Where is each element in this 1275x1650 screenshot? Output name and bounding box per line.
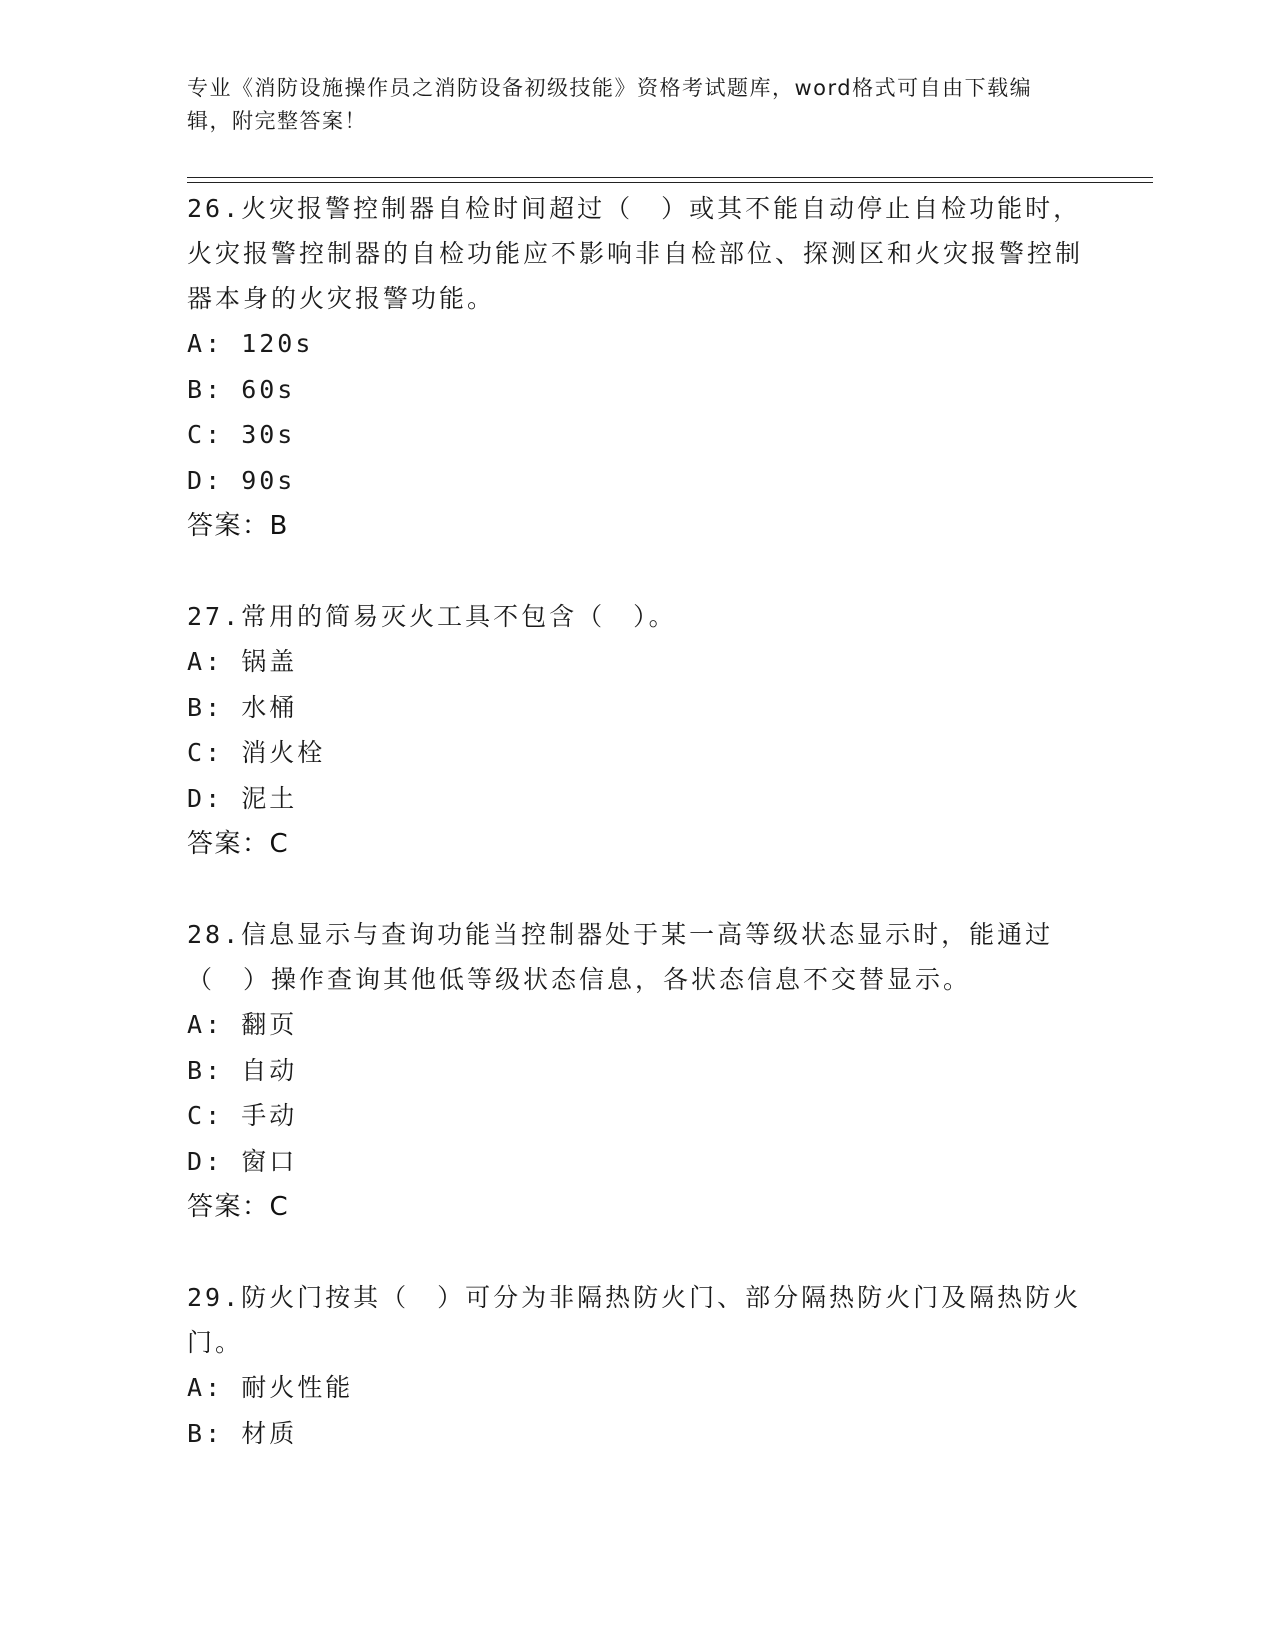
option-text: 耐火性能: [241, 1373, 354, 1402]
question-stem: 29.防火门按其（ ）可分为非隔热防火门、部分隔热防火门及隔热防火门。: [187, 1283, 1082, 1357]
option-letter: B: [187, 1055, 206, 1085]
question-stem: 27.常用的简易灭火工具不包含（ ）。: [187, 602, 677, 631]
option-letter: A: [187, 1010, 206, 1039]
option-text: 锅盖: [241, 647, 298, 676]
option-d: [187, 458, 1087, 504]
option-separator: :: [205, 1101, 224, 1130]
option-text: 90s: [241, 465, 296, 495]
option-c: [187, 1093, 1087, 1139]
option-b: [187, 367, 1087, 413]
option-separator: :: [205, 1010, 224, 1039]
answer-line: 答案：B: [187, 511, 289, 541]
option-letter: A: [187, 647, 206, 676]
option-separator: :: [205, 1373, 224, 1402]
option-letter: C: [187, 738, 206, 767]
option-b: [187, 1411, 1087, 1457]
option-letter: C: [187, 1101, 206, 1130]
option-text: 材质: [241, 1418, 298, 1448]
question-spacer: [187, 867, 1087, 912]
option-letter: D: [187, 783, 206, 813]
option-separator: :: [205, 374, 224, 404]
option-separator: :: [205, 1055, 224, 1085]
option-text: 窗口: [241, 1146, 298, 1176]
option-separator: :: [205, 783, 224, 813]
option-separator: :: [205, 647, 224, 676]
option-a: [187, 321, 1087, 367]
question-spacer: [187, 549, 1087, 594]
option-letter: A: [187, 1373, 206, 1402]
option-b: [187, 1048, 1087, 1094]
option-text: 自动: [241, 1055, 298, 1085]
option-text: 手动: [241, 1101, 298, 1130]
question-27: [187, 594, 1087, 867]
option-c: [187, 730, 1087, 776]
header-rule-bottom: [187, 182, 1153, 183]
option-separator: :: [205, 465, 224, 495]
answer-line: 答案：C: [187, 1192, 290, 1222]
option-letter: B: [187, 692, 206, 722]
option-letter: D: [187, 1146, 206, 1176]
option-b: [187, 685, 1087, 731]
option-text: 60s: [241, 374, 296, 404]
option-a: [187, 1002, 1087, 1048]
option-separator: :: [205, 1418, 224, 1448]
answer-line: 答案：C: [187, 829, 290, 859]
option-d: [187, 1139, 1087, 1185]
option-separator: :: [205, 1146, 224, 1176]
option-separator: :: [205, 738, 224, 767]
option-text: 泥土: [241, 783, 298, 813]
option-letter: B: [187, 374, 206, 404]
option-letter: A: [187, 329, 206, 358]
option-c: [187, 412, 1087, 458]
option-d: [187, 776, 1087, 822]
option-text: 30s: [241, 420, 296, 449]
option-separator: :: [205, 329, 224, 358]
option-text: 消火栓: [241, 738, 326, 767]
question-28: [187, 912, 1087, 1230]
option-text: 120s: [241, 329, 314, 358]
option-text: 翻页: [241, 1010, 298, 1039]
question-spacer: [187, 1230, 1087, 1275]
option-a: [187, 1365, 1087, 1411]
option-separator: :: [205, 692, 224, 722]
question-29: [187, 1275, 1087, 1456]
document-header: 专业《消防设施操作员之消防设备初级技能》资格考试题库，word格式可自由下载编辑，附完整答案！: [187, 76, 1033, 133]
header-rule-top: [187, 177, 1153, 178]
question-stem: 28.信息显示与查询功能当控制器处于某一高等级状态显示时，能通过（ ）操作查询其他低等级状态信息，各状态信息不交替显示。: [187, 920, 1054, 994]
option-letter: B: [187, 1418, 206, 1448]
question-list: [187, 186, 1087, 1456]
question-26: [187, 186, 1087, 549]
option-a: [187, 639, 1087, 685]
option-letter: D: [187, 465, 206, 495]
question-stem: 26.火灾报警控制器自检时间超过（ ）或其不能自动停止自检功能时，火灾报警控制器的自检功能应不影响非自检部位、探测区和火灾报警控制器本身的火灾报警功能。: [187, 194, 1084, 313]
option-separator: :: [205, 420, 224, 449]
option-text: 水桶: [241, 692, 298, 722]
option-letter: C: [187, 420, 206, 449]
